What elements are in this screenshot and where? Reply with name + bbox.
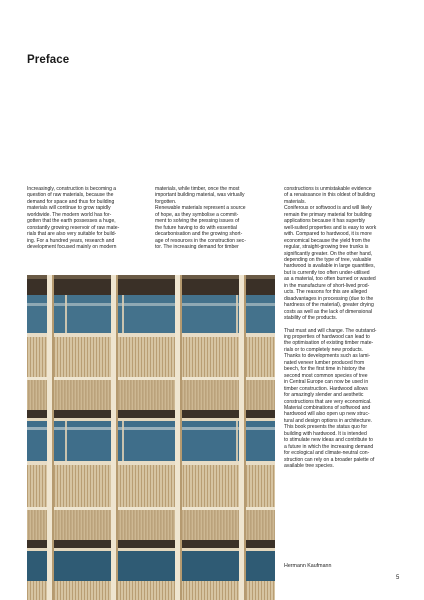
text-line: but is currently too often under-utilised	[284, 269, 370, 276]
text-line: That must and will change. The outstand-	[284, 327, 377, 334]
text-line: decarbonisation and the growing short-	[155, 231, 243, 238]
text-column-1	[27, 186, 147, 251]
text-line: the optimisation of existing timber mate-	[284, 340, 374, 347]
window-band-3	[27, 551, 275, 581]
text-line: ing. For a hundred years, research and	[27, 237, 115, 244]
text-line: materials, while timber, once the most	[155, 186, 240, 192]
page-number: 5	[396, 575, 400, 581]
text-line: constructions that are very economical.	[284, 398, 372, 405]
text-line: nated veneer lumber produced from	[284, 359, 365, 366]
text-line: with. Compared to hardwood, it is more	[284, 231, 372, 238]
text-line: of hope, as they symbolise a commit-	[155, 211, 239, 218]
text-line: struction can rely on a broader palette of	[284, 456, 375, 463]
text-line: demand for space and thus for building	[27, 198, 115, 205]
text-column-3-paragraph-1	[284, 186, 401, 322]
text-column-2	[155, 186, 273, 251]
text-line: for amazingly slender and aesthetic	[284, 392, 364, 399]
text-line: stability of the products.	[284, 315, 338, 322]
text-line: second most common species of tree	[284, 372, 368, 379]
floor-slab-1	[27, 410, 275, 418]
text-line: tor. The increasing demand for timber	[155, 244, 239, 251]
text-line: significantly greater. On the other hand,	[284, 250, 373, 257]
text-line: well-suited properties and is easy to work	[284, 224, 377, 231]
text-line: a future in which the increasing demand	[284, 443, 374, 450]
text-line: rials that are also very suitable for build-	[27, 231, 117, 238]
text-line: timber construction. Hardwood allows	[284, 385, 368, 392]
text-line: Increasingly, construction is becoming a	[27, 186, 117, 192]
text-line: constantly growing reservoir of raw mate-	[27, 224, 120, 231]
text-line: materials.	[284, 198, 306, 205]
text-line: regular, straight-growing tree trunks is	[284, 244, 369, 251]
text-line: of a renaissance in this oldest of building	[284, 192, 375, 199]
text-line: as a material, too often burned or wasted	[284, 276, 376, 283]
text-line: disadvantages in processing (due to the	[284, 295, 374, 302]
text-line: costs as well as the lack of dimensional	[284, 308, 373, 315]
author-signature: Hermann Kaufmann	[284, 563, 332, 569]
text-line: remain the primary material for building	[284, 211, 372, 218]
text-line: Material combinations of softwood and	[284, 404, 371, 411]
text-line: Renewable materials represent a source	[155, 205, 246, 212]
text-column-3	[284, 186, 401, 469]
text-line: question of raw materials, because the	[27, 192, 114, 199]
text-line: hardwood is available in large quantities,	[284, 263, 375, 270]
text-line: applications because it has superbly	[284, 218, 366, 225]
text-line: ing properties of hardwood can lead to	[284, 333, 370, 340]
text-line: to stimulate new ideas and contribute to	[284, 437, 373, 444]
text-line: economical because the yield from the	[284, 237, 371, 244]
text-line: hardness of the material), greater drying	[284, 302, 374, 309]
text-line: depending on the type of tree, valuable	[284, 256, 372, 263]
text-line: Thanks to developments such as lami-	[284, 353, 371, 360]
text-line: hardwood will also open up new struc-	[284, 411, 370, 418]
text-line: in Central Europe can now be used in	[284, 379, 369, 386]
text-line: development focused mainly on modern	[27, 244, 117, 251]
text-line: important building material, was virtually	[155, 192, 245, 199]
text-line: materials will continue to grow rapidly	[27, 205, 111, 212]
text-line: building with hardwood. It is intended	[284, 430, 367, 437]
text-line: available tree species.	[284, 463, 334, 470]
page-title: Preface	[27, 54, 70, 66]
text-line: ucts. The reasons for this are alleged	[284, 289, 367, 296]
text-line: rials or to completely new products.	[284, 346, 364, 353]
text-line: forgotten.	[155, 198, 177, 205]
text-line: worldwide. The modern world has for-	[27, 211, 112, 218]
floor-slab-2	[27, 540, 275, 548]
timber-louvres-2	[27, 465, 275, 507]
text-line: gotten that the earth possesses a huge,	[27, 218, 116, 225]
text-line: tural and design options in architecture.	[284, 417, 373, 424]
text-line: Coniferous or softwood is and will likely	[284, 205, 372, 212]
text-line: age of resources in the construction sec-	[155, 237, 246, 244]
text-line: beech, for the first time in history the	[284, 366, 366, 373]
text-line: the future having to do with essential	[155, 224, 237, 231]
timber-louvres-1	[27, 337, 275, 377]
text-line: This book presents the status quo for	[284, 424, 368, 431]
text-line: in the manufacture of short-lived prod-	[284, 282, 370, 289]
text-line: ment to solving the pressing issues of	[155, 218, 240, 225]
text-column-3-paragraph-2	[284, 328, 401, 470]
text-line: for ecological and climate-neutral con-	[284, 450, 370, 457]
building-facade-photo	[27, 275, 275, 600]
facade-illustration	[27, 275, 275, 600]
text-line: constructions is unmistakable evidence	[284, 186, 372, 192]
